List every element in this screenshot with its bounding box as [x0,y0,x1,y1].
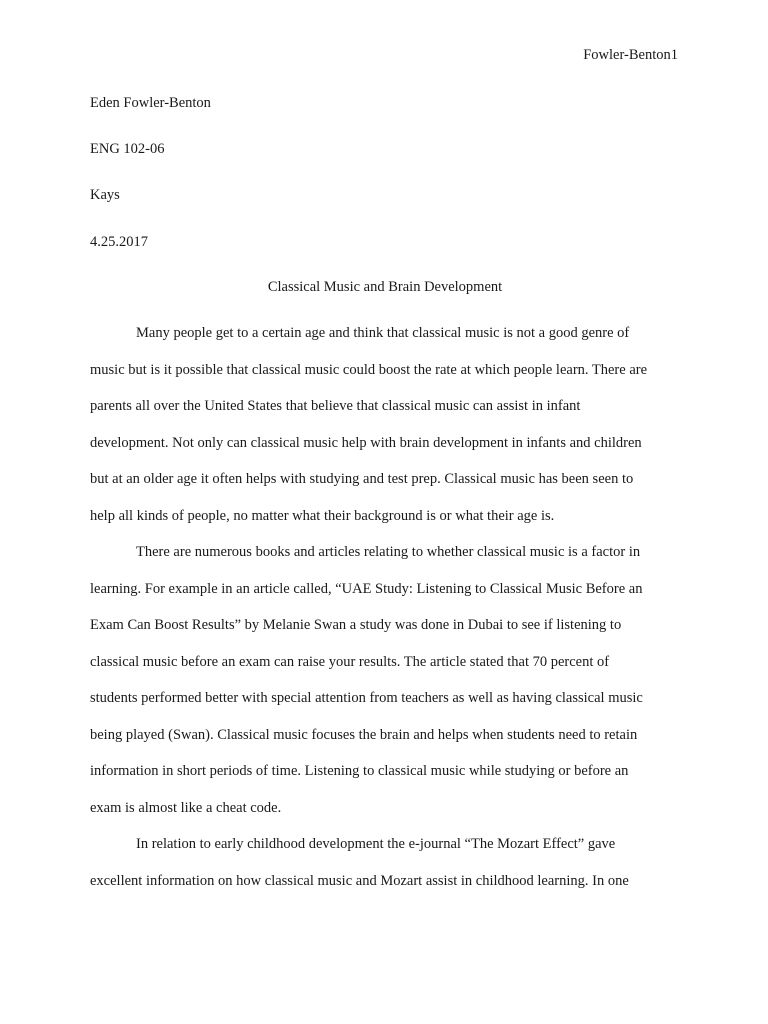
paragraph-2 [90,542,680,818]
author-name: Eden Fowler-Benton [90,95,211,111]
text-line: Exam Can Boost Results” by Melanie Swan a study was done in Dubai to see if listening to [90,617,622,633]
essay-body [90,323,680,907]
text-line: In relation to early childhood development the e-journal “The Mozart Effect” gave [136,836,616,852]
text-line: excellent information on how classical music and Mozart assist in childhood learning. In one [90,872,629,889]
running-header: Fowler-Benton1 [583,47,678,63]
date: 4.25.2017 [90,233,148,250]
course-name: ENG 102-06 [90,141,165,158]
instructor-name: Kays [90,187,120,204]
text-line: music but is it possible that classical music could boost the rate at which people learn. There are [90,361,648,378]
text-line: learning. For example in an article called, “UAE Study: Listening to Classical Music Before an [90,580,643,597]
paragraph-1 [90,323,680,526]
text-line: Many people get to a certain age and think that classical music is not a good genre of [136,325,630,341]
text-line: development. Not only can classical music help with brain development in infants and children [90,434,642,451]
essay-title: Classical Music and Brain Development [267,279,503,295]
text-line: being played (Swan). Classical music focuses the brain and helps when students need to retain [90,726,638,743]
text-line: students performed better with special attention from teachers as well as having classical music [90,690,643,706]
text-line: exam is almost like a cheat code. [90,799,282,816]
text-line: classical music before an exam can raise your results. The article stated that 70 percent of [90,653,610,670]
mla-heading [90,93,680,278]
text-line: information in short periods of time. Listening to classical music while studying or before an [90,763,629,779]
text-line: There are numerous books and articles relating to whether classical music is a factor in [136,544,641,560]
text-line: but at an older age it often helps with studying and test prep. Classical music has been seen to [90,471,634,487]
text-line: help all kinds of people, no matter what their background is or what their age is. [90,507,555,524]
text-line: parents all over the United States that believe that classical music can assist in infant [90,398,581,414]
paragraph-3 [90,834,680,891]
